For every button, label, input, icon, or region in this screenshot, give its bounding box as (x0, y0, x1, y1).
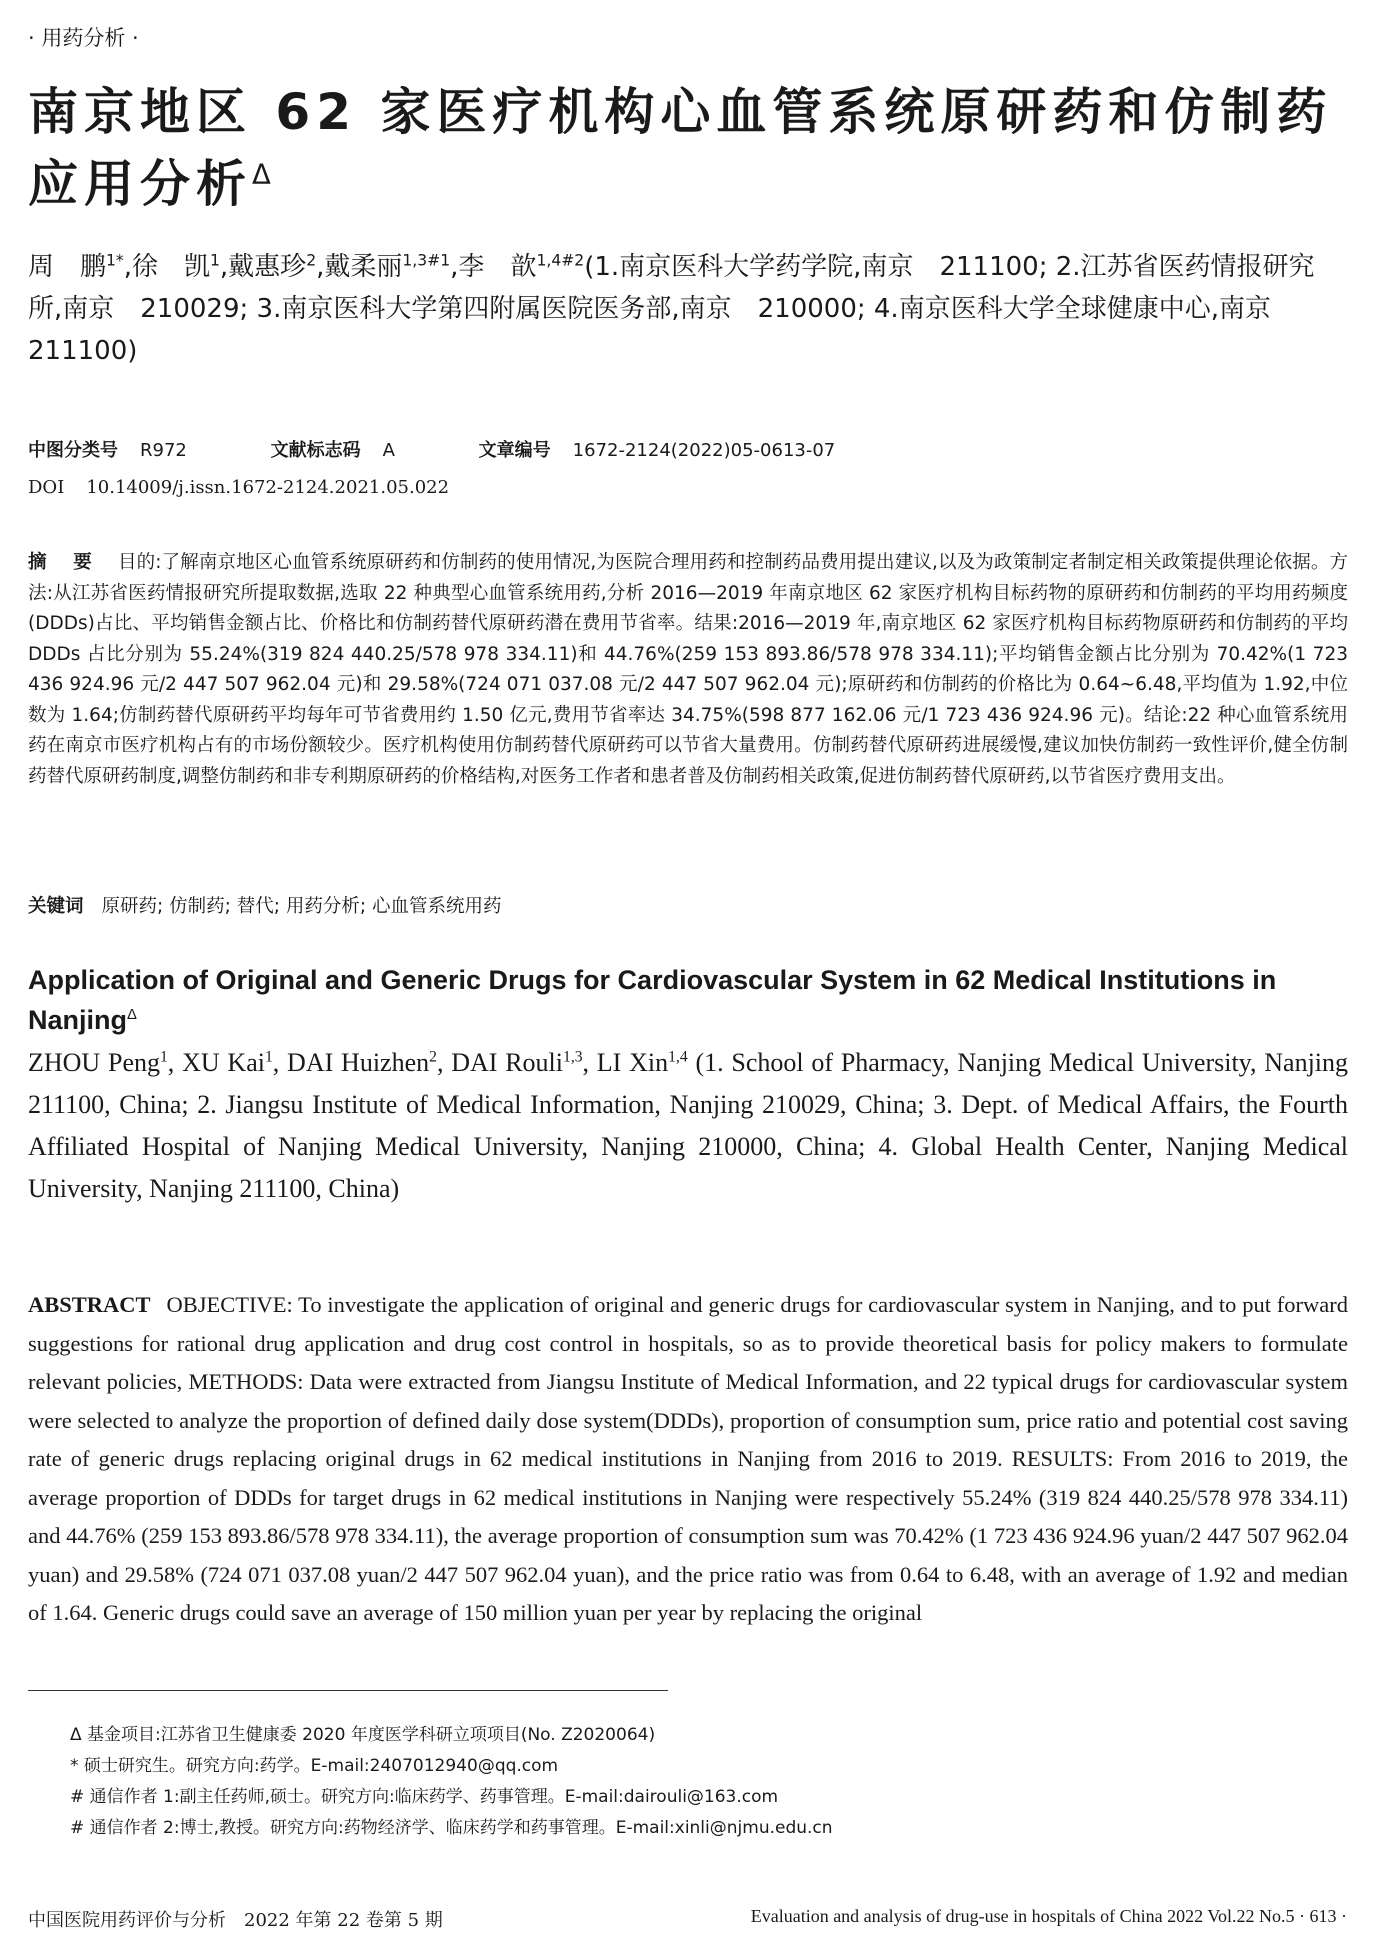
author-cn-4-sup: 1,3#1 (402, 251, 451, 270)
author-cn-1-sup: 1* (106, 251, 124, 270)
author-en-5-sup: 1,4 (668, 1048, 688, 1066)
footnote-fund: Δ 基金项目:江苏省卫生健康委 2020 年度医学科研立项项目(No. Z2020064) (70, 1725, 656, 1745)
abstract-cn-label: 摘 要 (28, 552, 96, 573)
doc-code-value: A (382, 440, 395, 461)
author-cn-3: ,戴惠珍 (219, 252, 307, 282)
author-en-3: , DAI Huizhen (272, 1048, 430, 1077)
author-en-1: ZHOU Peng (28, 1048, 160, 1077)
author-cn-5: ,李 歆 (450, 252, 537, 282)
journal-footer-cn: 中国医院用药评价与分析 2022 年第 22 卷第 5 期 (28, 1910, 443, 1931)
article-no-label: 文章编号 (478, 440, 551, 461)
authors-en (28, 1042, 1348, 1210)
author-cn-2-sup: 1 (210, 251, 220, 270)
classification-line (28, 436, 1348, 462)
footnote-corresponding-1: # 通信作者 1:副主任药师,硕士。研究方向:临床药学、药事管理。E-mail:dairouli@163.com (70, 1787, 779, 1807)
affiliations-en: (1. School of Pharmacy, Nanjing Medical University, Nanjing 211100, China; 2. Jiangsu Institute of Medical Information, Nanjing 210029, China; 3. Dept. of Medical Affairs, the Fourth Affiliated Hospital of Nanjing Medical University, Nanjing 210000, China; 4. Global Health Center, Nanjing Medical University, Nanjing 211100, China) (28, 1048, 1349, 1203)
author-en-3-sup: 2 (429, 1048, 437, 1066)
footnote-first-author: * 硕士研究生。研究方向:药学。E-mail:2407012940@qq.com (70, 1756, 559, 1776)
footnote-corresponding-2: # 通信作者 2:博士,教授。研究方向:药物经济学、临床药学和药事管理。E-mail:xinli@njmu.edu.cn (70, 1818, 833, 1838)
clc-value: R972 (140, 440, 187, 461)
abstract-en (28, 1286, 1348, 1633)
keywords-cn (28, 892, 1348, 918)
author-cn-2: ,徐 凯 (123, 252, 210, 282)
abstract-cn (28, 548, 1348, 792)
doi-label: DOI (28, 477, 65, 498)
title-cn-fund-mark: Δ (252, 158, 277, 191)
keywords-text: 原研药; 仿制药; 替代; 用药分析; 心血管系统用药 (101, 896, 502, 917)
abstract-en-label: ABSTRACT (28, 1292, 151, 1317)
authors-cn (28, 246, 1348, 372)
author-en-4: , DAI Rouli (436, 1048, 564, 1077)
doc-code-label: 文献标志码 (270, 440, 361, 461)
author-en-5: , LI Xin (582, 1048, 669, 1077)
doi-value: 10.14009/j.issn.1672-2124.2021.05.022 (86, 477, 450, 498)
article-title-en (28, 960, 1348, 1040)
doi-line (28, 477, 449, 498)
author-cn-5-sup: 1,4#2 (536, 251, 585, 270)
author-en-4-sup: 1,3 (563, 1048, 583, 1066)
abstract-cn-text: 目的:了解南京地区心血管系统原研药和仿制药的使用情况,为医院合理用药和控制药品费用提出建议,以及为政策制定者制定相关政策提供理论依据。方法:从江苏省医药情报研究所提取数据,选取 22 种典型心血管系统用药,分析 2016—2019 年南京地区 62 家医疗机构目标药物的原研药和仿制药的平均用药频度(DDDs)占比、平均销售金额占比、价格比和仿制药替代原研药潜在费用节省率。结果:2016—2019 年,南京地区 62 家医疗机构目标药物原研药和仿制药的平均 DDDs 占比分别为 55.24%(319 824 440.25/578 978 334.11)和 44.76%(259 153 893.86/578 978 334.11);平均销售金额占比分别为 70.42%(1 723 436 924.96 元/2 447 507 962.04 元)和 29.58%(724 071 037.08 元/2 447 507 962.04 元);原研药和仿制药的价格比为 0.64~6.48,平均值为 1.92,中位数为 1.64;仿制药替代原研药平均每年可节省费用约 1.50 亿元,费用节省率达 34.75%(598 877 162.06 元/1 723 436 924.96 元)。结论:22 种心血管系统用药在南京市医疗机构占有的市场份额较少。医疗机构使用仿制药替代原研药可以节省大量费用。仿制药替代原研药进展缓慢,建议加快仿制药一致性评价,健全仿制药替代原研药制度,调整仿制药和非专利期原研药的价格结构,对医务工作者和患者普及仿制药相关政策,促进仿制药替代原研药,以节省医疗费用支出。 (28, 552, 1348, 787)
title-en-text: Application of Original and Generic Drugs for Cardiovascular System in 62 Medical Institutions in Nanjing (28, 965, 1277, 1035)
article-no-value: 1672-2124(2022)05-0613-07 (572, 440, 836, 461)
author-cn-3-sup: 2 (306, 251, 317, 270)
author-en-2-sup: 1 (264, 1048, 273, 1066)
author-cn-1: 周 鹏 (28, 252, 107, 282)
title-cn-text: 南京地区 62 家医疗机构心血管系统原研药和仿制药应用分析 (28, 83, 1333, 213)
author-en-2: , XU Kai (167, 1048, 265, 1077)
section-tag: · 用药分析 · (28, 26, 139, 50)
affiliations-cn: (1.南京医科大学药学院,南京 211100; 2.江苏省医药情报研究所,南京 210029; 3.南京医科大学第四附属医院医务部,南京 210000; 4.南京医科大学全球健康中心,南京 211100) (28, 252, 1315, 366)
journal-footer-en: Evaluation and analysis of drug-use in hospitals of China 2022 Vol.22 No.5 · 613 · (750, 1906, 1347, 1926)
author-cn-4: ,戴柔丽 (316, 252, 403, 282)
article-title-cn (28, 76, 1348, 220)
title-en-fund-mark: Δ (127, 1007, 137, 1023)
keywords-label: 关键词 (28, 896, 84, 917)
footnote-divider (28, 1690, 668, 1691)
clc-label: 中图分类号 (28, 440, 118, 461)
footnotes (70, 1720, 1270, 1844)
author-en-1-sup: 1 (160, 1048, 168, 1066)
abstract-en-text: OBJECTIVE: To investigate the application of original and generic drugs for cardiovascular system in Nanjing, and to put forward suggestions for rational drug application and drug cost control in hospitals, so as to provide theoretical basis for policy makers to formulate relevant policies, METHODS: Data were extracted from Jiangsu Institute of Medical Information, and 22 typical drugs for cardiovascular system were selected to analyze the proportion of defined daily dose system(DDDs), proportion of consumption sum, price ratio and potential cost saving rate of generic drugs replacing original drugs in 62 medical institutions in Nanjing from 2016 to 2019. RESULTS: From 2016 to 2019, the average proportion of DDDs for target drugs in 62 medical institutions in Nanjing were respectively 55.24% (319 824 440.25/578 978 334.11) and 44.76% (259 153 893.86/578 978 334.11), the average proportion of consumption sum was 70.42% (1 723 436 924.96 yuan/2 447 507 962.04 yuan) and 29.58% (724 071 037.08 yuan/2 447 507 962.04 yuan), and the price ratio was from 0.64 to 6.48, with an average of 1.92 and median of 1.64. Generic drugs could save an average of 150 million yuan per year by replacing the original (28, 1292, 1348, 1625)
